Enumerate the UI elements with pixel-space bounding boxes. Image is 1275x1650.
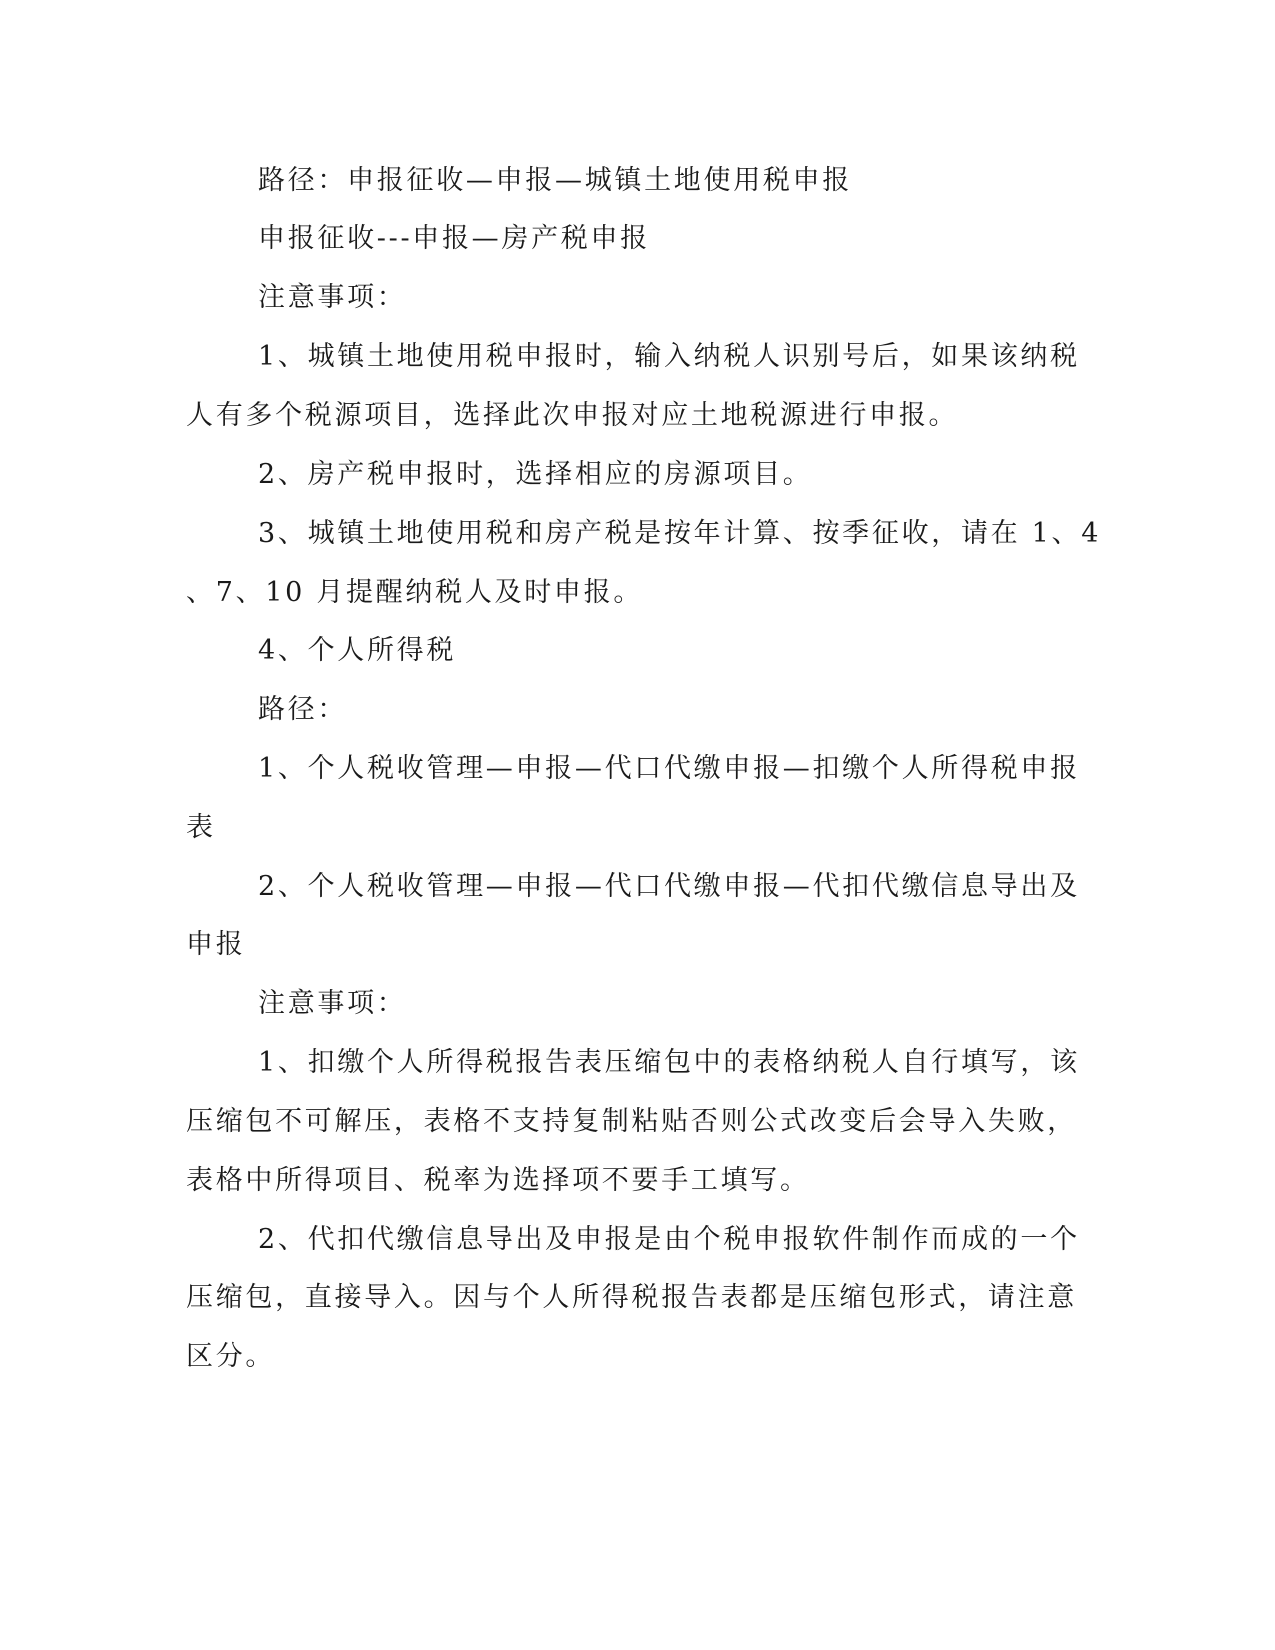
note-b1-line-2: 压缩包不可解压，表格不支持复制粘贴否则公式改变后会导入失败，	[186, 1106, 1077, 1137]
path-2-line-2: 申报	[186, 929, 246, 960]
section-heading-income-tax: 4、个人所得税	[258, 635, 457, 666]
path-land-use-tax: 路径：申报征收—申报—城镇土地使用税申报	[258, 165, 852, 196]
note-1-line-1: 1、城镇土地使用税申报时，输入纳税人识别号后，如果该纳税	[258, 341, 1080, 372]
note-1-line-2: 人有多个税源项目，选择此次申报对应土地税源进行申报。	[186, 400, 959, 431]
note-3-line-2: 、7、10 月提醒纳税人及时申报。	[186, 577, 644, 608]
note-b1-line-1: 1、扣缴个人所得税报告表压缩包中的表格纳税人自行填写，该	[258, 1047, 1080, 1078]
path-1-line-1: 1、个人税收管理—申报—代口代缴申报—扣缴个人所得税申报	[258, 753, 1080, 784]
note-b2-line-2: 压缩包，直接导入。因与个人所得税报告表都是压缩包形式，请注意	[186, 1282, 1077, 1313]
path-property-tax: 申报征收---申报—房产税申报	[258, 223, 650, 254]
path-heading: 路径：	[258, 694, 348, 725]
path-2-line-1: 2、个人税收管理—申报—代口代缴申报—代扣代缴信息导出及	[258, 871, 1080, 902]
note-b1-line-3: 表格中所得项目、税率为选择项不要手工填写。	[186, 1165, 810, 1196]
notes-heading: 注意事项：	[258, 282, 407, 313]
notes-heading-2: 注意事项：	[258, 988, 407, 1019]
note-b2-line-3: 区分。	[186, 1341, 276, 1372]
note-b2-line-1: 2、代扣代缴信息导出及申报是由个税申报软件制作而成的一个	[258, 1224, 1080, 1255]
path-1-line-2: 表	[186, 812, 216, 843]
note-3-line-1: 3、城镇土地使用税和房产税是按年计算、按季征收，请在 1、4	[258, 518, 1102, 549]
note-2: 2、房产税申报时，选择相应的房源项目。	[258, 459, 813, 490]
